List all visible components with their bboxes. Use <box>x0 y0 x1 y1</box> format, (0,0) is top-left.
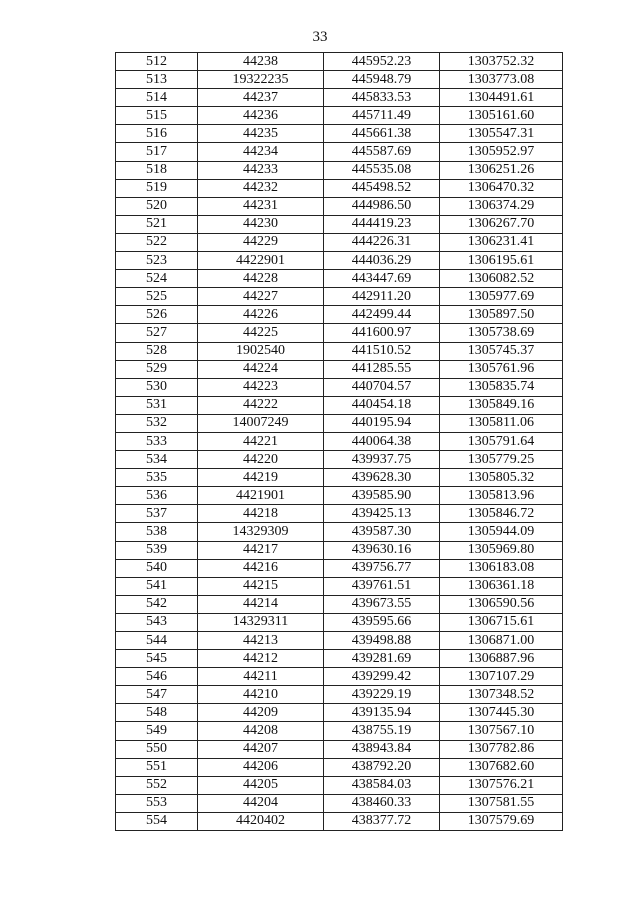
y-coordinate-cell: 1305547.31 <box>440 125 563 143</box>
y-coordinate-cell: 1306470.32 <box>440 179 563 197</box>
table-row <box>116 704 563 722</box>
row-number-cell: 529 <box>116 360 198 378</box>
row-number-cell: 521 <box>116 215 198 233</box>
y-coordinate-cell: 1305161.60 <box>440 107 563 125</box>
table-row <box>116 469 563 487</box>
row-number-cell: 524 <box>116 270 198 288</box>
row-number-cell: 537 <box>116 505 198 523</box>
point-id-cell: 4421901 <box>198 487 324 505</box>
y-coordinate-cell: 1305761.96 <box>440 360 563 378</box>
coordinates-table <box>115 52 563 831</box>
row-number-cell: 534 <box>116 451 198 469</box>
row-number-cell: 517 <box>116 143 198 161</box>
x-coordinate-cell: 445948.79 <box>324 71 440 89</box>
table-row <box>116 632 563 650</box>
point-id-cell: 44216 <box>198 559 324 577</box>
row-number-cell: 538 <box>116 523 198 541</box>
row-number-cell: 533 <box>116 432 198 450</box>
x-coordinate-cell: 439595.66 <box>324 613 440 631</box>
point-id-cell: 44238 <box>198 53 324 71</box>
point-id-cell: 44212 <box>198 650 324 668</box>
y-coordinate-cell: 1307567.10 <box>440 722 563 740</box>
x-coordinate-cell: 440064.38 <box>324 432 440 450</box>
table-row <box>116 668 563 686</box>
point-id-cell: 44233 <box>198 161 324 179</box>
table-row <box>116 360 563 378</box>
x-coordinate-cell: 440704.57 <box>324 378 440 396</box>
table-row <box>116 776 563 794</box>
y-coordinate-cell: 1305779.25 <box>440 451 563 469</box>
table-row <box>116 686 563 704</box>
table-row <box>116 107 563 125</box>
table-row <box>116 396 563 414</box>
row-number-cell: 523 <box>116 252 198 270</box>
point-id-cell: 44217 <box>198 541 324 559</box>
y-coordinate-cell: 1306715.61 <box>440 613 563 631</box>
point-id-cell: 44236 <box>198 107 324 125</box>
table-row <box>116 650 563 668</box>
y-coordinate-cell: 1305849.16 <box>440 396 563 414</box>
row-number-cell: 516 <box>116 125 198 143</box>
x-coordinate-cell: 439756.77 <box>324 559 440 577</box>
x-coordinate-cell: 444986.50 <box>324 197 440 215</box>
point-id-cell: 44224 <box>198 360 324 378</box>
y-coordinate-cell: 1305846.72 <box>440 505 563 523</box>
row-number-cell: 544 <box>116 632 198 650</box>
y-coordinate-cell: 1305897.50 <box>440 306 563 324</box>
x-coordinate-cell: 441285.55 <box>324 360 440 378</box>
point-id-cell: 44218 <box>198 505 324 523</box>
y-coordinate-cell: 1306871.00 <box>440 632 563 650</box>
x-coordinate-cell: 440195.94 <box>324 414 440 432</box>
y-coordinate-cell: 1307445.30 <box>440 704 563 722</box>
row-number-cell: 549 <box>116 722 198 740</box>
x-coordinate-cell: 445535.08 <box>324 161 440 179</box>
x-coordinate-cell: 439498.88 <box>324 632 440 650</box>
x-coordinate-cell: 440454.18 <box>324 396 440 414</box>
table-row <box>116 125 563 143</box>
row-number-cell: 518 <box>116 161 198 179</box>
point-id-cell: 44225 <box>198 324 324 342</box>
y-coordinate-cell: 1306267.70 <box>440 215 563 233</box>
point-id-cell: 4422901 <box>198 252 324 270</box>
row-number-cell: 532 <box>116 414 198 432</box>
row-number-cell: 546 <box>116 668 198 686</box>
table-row <box>116 288 563 306</box>
y-coordinate-cell: 1305738.69 <box>440 324 563 342</box>
x-coordinate-cell: 439761.51 <box>324 577 440 595</box>
y-coordinate-cell: 1303773.08 <box>440 71 563 89</box>
point-id-cell: 44210 <box>198 686 324 704</box>
x-coordinate-cell: 442499.44 <box>324 306 440 324</box>
y-coordinate-cell: 1306195.61 <box>440 252 563 270</box>
x-coordinate-cell: 443447.69 <box>324 270 440 288</box>
point-id-cell: 14329311 <box>198 613 324 631</box>
table-row <box>116 378 563 396</box>
table-row <box>116 523 563 541</box>
y-coordinate-cell: 1306361.18 <box>440 577 563 595</box>
row-number-cell: 519 <box>116 179 198 197</box>
x-coordinate-cell: 442911.20 <box>324 288 440 306</box>
table-row <box>116 89 563 107</box>
row-number-cell: 541 <box>116 577 198 595</box>
row-number-cell: 553 <box>116 794 198 812</box>
table-row <box>116 252 563 270</box>
row-number-cell: 536 <box>116 487 198 505</box>
y-coordinate-cell: 1307348.52 <box>440 686 563 704</box>
row-number-cell: 522 <box>116 233 198 251</box>
table-row <box>116 143 563 161</box>
table-row <box>116 451 563 469</box>
x-coordinate-cell: 438377.72 <box>324 812 440 830</box>
row-number-cell: 548 <box>116 704 198 722</box>
table-row <box>116 559 563 577</box>
point-id-cell: 14007249 <box>198 414 324 432</box>
row-number-cell: 513 <box>116 71 198 89</box>
x-coordinate-cell: 438460.33 <box>324 794 440 812</box>
point-id-cell: 44227 <box>198 288 324 306</box>
table-row <box>116 306 563 324</box>
y-coordinate-cell: 1305745.37 <box>440 342 563 360</box>
x-coordinate-cell: 439299.42 <box>324 668 440 686</box>
point-id-cell: 44213 <box>198 632 324 650</box>
point-id-cell: 44209 <box>198 704 324 722</box>
point-id-cell: 44226 <box>198 306 324 324</box>
x-coordinate-cell: 445833.53 <box>324 89 440 107</box>
y-coordinate-cell: 1307682.60 <box>440 758 563 776</box>
table-row <box>116 758 563 776</box>
point-id-cell: 44206 <box>198 758 324 776</box>
row-number-cell: 526 <box>116 306 198 324</box>
point-id-cell: 44214 <box>198 595 324 613</box>
y-coordinate-cell: 1305811.06 <box>440 414 563 432</box>
x-coordinate-cell: 439281.69 <box>324 650 440 668</box>
row-number-cell: 552 <box>116 776 198 794</box>
table-row <box>116 740 563 758</box>
table-row <box>116 270 563 288</box>
table-row <box>116 812 563 830</box>
row-number-cell: 514 <box>116 89 198 107</box>
y-coordinate-cell: 1306251.26 <box>440 161 563 179</box>
x-coordinate-cell: 445711.49 <box>324 107 440 125</box>
y-coordinate-cell: 1305835.74 <box>440 378 563 396</box>
y-coordinate-cell: 1307579.69 <box>440 812 563 830</box>
table-row <box>116 233 563 251</box>
row-number-cell: 520 <box>116 197 198 215</box>
point-id-cell: 44220 <box>198 451 324 469</box>
x-coordinate-cell: 439587.30 <box>324 523 440 541</box>
x-coordinate-cell: 445661.38 <box>324 125 440 143</box>
y-coordinate-cell: 1303752.32 <box>440 53 563 71</box>
y-coordinate-cell: 1305969.80 <box>440 541 563 559</box>
row-number-cell: 545 <box>116 650 198 668</box>
table-row <box>116 541 563 559</box>
y-coordinate-cell: 1306082.52 <box>440 270 563 288</box>
y-coordinate-cell: 1307782.86 <box>440 740 563 758</box>
point-id-cell: 44207 <box>198 740 324 758</box>
x-coordinate-cell: 439135.94 <box>324 704 440 722</box>
table-row <box>116 342 563 360</box>
point-id-cell: 44234 <box>198 143 324 161</box>
table-row <box>116 53 563 71</box>
row-number-cell: 539 <box>116 541 198 559</box>
row-number-cell: 530 <box>116 378 198 396</box>
point-id-cell: 44211 <box>198 668 324 686</box>
y-coordinate-cell: 1305952.97 <box>440 143 563 161</box>
point-id-cell: 44221 <box>198 432 324 450</box>
x-coordinate-cell: 439628.30 <box>324 469 440 487</box>
y-coordinate-cell: 1304491.61 <box>440 89 563 107</box>
table-row <box>116 414 563 432</box>
row-number-cell: 551 <box>116 758 198 776</box>
table-row <box>116 613 563 631</box>
point-id-cell: 44228 <box>198 270 324 288</box>
point-id-cell: 44229 <box>198 233 324 251</box>
point-id-cell: 44237 <box>198 89 324 107</box>
x-coordinate-cell: 438755.19 <box>324 722 440 740</box>
table-row <box>116 432 563 450</box>
x-coordinate-cell: 439673.55 <box>324 595 440 613</box>
row-number-cell: 542 <box>116 595 198 613</box>
point-id-cell: 1902540 <box>198 342 324 360</box>
row-number-cell: 515 <box>116 107 198 125</box>
point-id-cell: 44222 <box>198 396 324 414</box>
y-coordinate-cell: 1306183.08 <box>440 559 563 577</box>
table-body <box>116 53 563 831</box>
x-coordinate-cell: 444036.29 <box>324 252 440 270</box>
table-row <box>116 505 563 523</box>
x-coordinate-cell: 445498.52 <box>324 179 440 197</box>
row-number-cell: 527 <box>116 324 198 342</box>
table-row <box>116 215 563 233</box>
y-coordinate-cell: 1305805.32 <box>440 469 563 487</box>
table-row <box>116 324 563 342</box>
x-coordinate-cell: 444419.23 <box>324 215 440 233</box>
y-coordinate-cell: 1305944.09 <box>440 523 563 541</box>
table-row <box>116 595 563 613</box>
y-coordinate-cell: 1307581.55 <box>440 794 563 812</box>
point-id-cell: 44231 <box>198 197 324 215</box>
point-id-cell: 14329309 <box>198 523 324 541</box>
point-id-cell: 4420402 <box>198 812 324 830</box>
row-number-cell: 540 <box>116 559 198 577</box>
y-coordinate-cell: 1305813.96 <box>440 487 563 505</box>
page-number: 33 <box>312 29 328 45</box>
y-coordinate-cell: 1306887.96 <box>440 650 563 668</box>
x-coordinate-cell: 441510.52 <box>324 342 440 360</box>
x-coordinate-cell: 438792.20 <box>324 758 440 776</box>
x-coordinate-cell: 445587.69 <box>324 143 440 161</box>
x-coordinate-cell: 439937.75 <box>324 451 440 469</box>
y-coordinate-cell: 1306590.56 <box>440 595 563 613</box>
row-number-cell: 550 <box>116 740 198 758</box>
point-id-cell: 19322235 <box>198 71 324 89</box>
x-coordinate-cell: 439229.19 <box>324 686 440 704</box>
y-coordinate-cell: 1306374.29 <box>440 197 563 215</box>
y-coordinate-cell: 1305791.64 <box>440 432 563 450</box>
x-coordinate-cell: 438584.03 <box>324 776 440 794</box>
point-id-cell: 44232 <box>198 179 324 197</box>
y-coordinate-cell: 1305977.69 <box>440 288 563 306</box>
y-coordinate-cell: 1306231.41 <box>440 233 563 251</box>
x-coordinate-cell: 439630.16 <box>324 541 440 559</box>
table-row <box>116 577 563 595</box>
row-number-cell: 543 <box>116 613 198 631</box>
x-coordinate-cell: 439585.90 <box>324 487 440 505</box>
point-id-cell: 44223 <box>198 378 324 396</box>
row-number-cell: 547 <box>116 686 198 704</box>
x-coordinate-cell: 445952.23 <box>324 53 440 71</box>
row-number-cell: 512 <box>116 53 198 71</box>
x-coordinate-cell: 439425.13 <box>324 505 440 523</box>
y-coordinate-cell: 1307576.21 <box>440 776 563 794</box>
table-row <box>116 794 563 812</box>
point-id-cell: 44235 <box>198 125 324 143</box>
row-number-cell: 528 <box>116 342 198 360</box>
x-coordinate-cell: 438943.84 <box>324 740 440 758</box>
table-row <box>116 161 563 179</box>
table-row <box>116 71 563 89</box>
x-coordinate-cell: 444226.31 <box>324 233 440 251</box>
row-number-cell: 525 <box>116 288 198 306</box>
point-id-cell: 44215 <box>198 577 324 595</box>
row-number-cell: 535 <box>116 469 198 487</box>
table-row <box>116 179 563 197</box>
point-id-cell: 44204 <box>198 794 324 812</box>
x-coordinate-cell: 441600.97 <box>324 324 440 342</box>
y-coordinate-cell: 1307107.29 <box>440 668 563 686</box>
point-id-cell: 44230 <box>198 215 324 233</box>
point-id-cell: 44219 <box>198 469 324 487</box>
table-row <box>116 197 563 215</box>
table-row <box>116 722 563 740</box>
point-id-cell: 44205 <box>198 776 324 794</box>
table-row <box>116 487 563 505</box>
point-id-cell: 44208 <box>198 722 324 740</box>
row-number-cell: 531 <box>116 396 198 414</box>
row-number-cell: 554 <box>116 812 198 830</box>
